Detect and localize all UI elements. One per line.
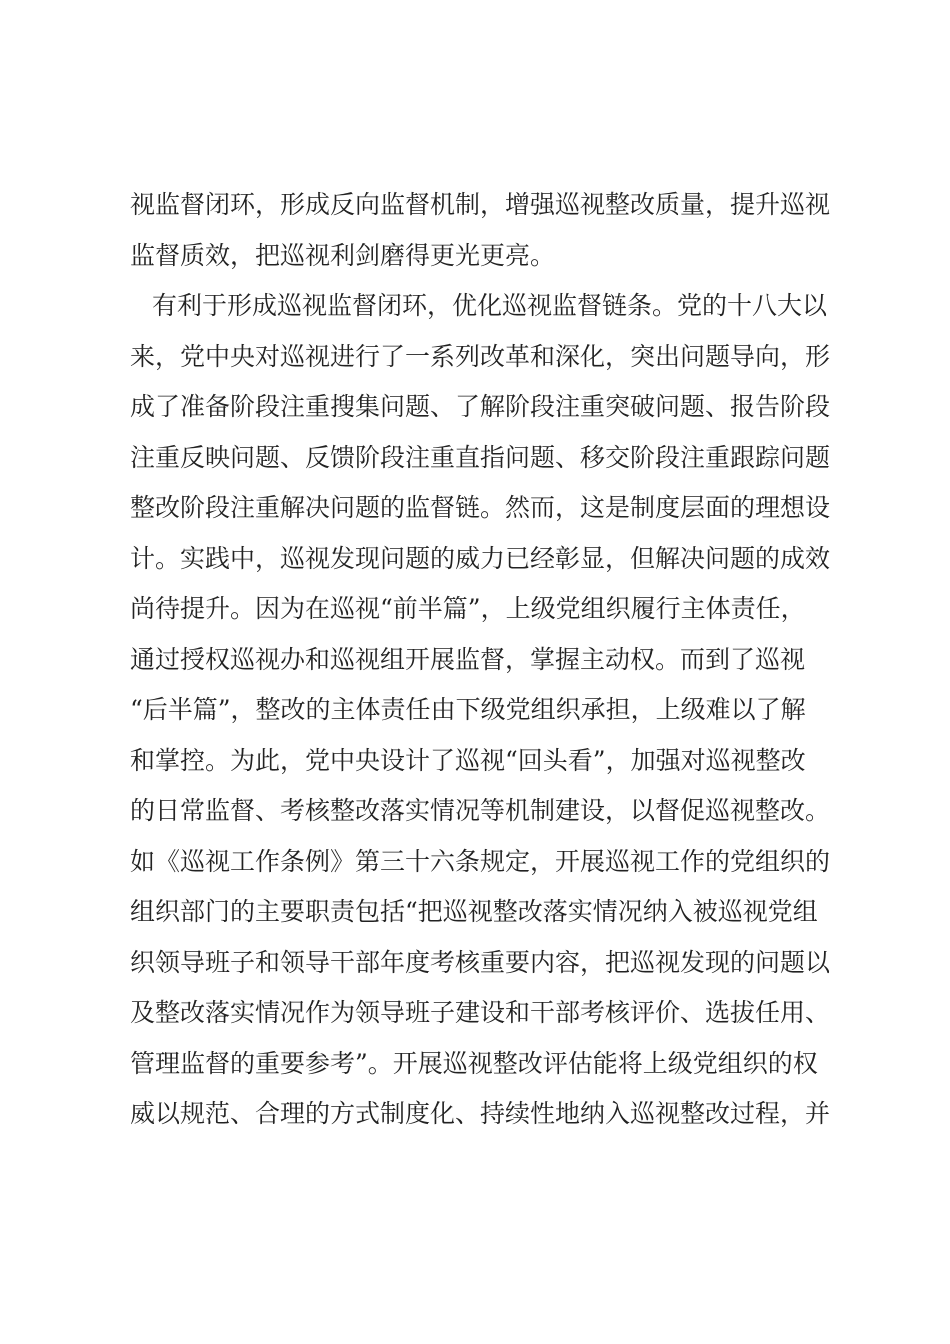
paragraph-1-line: 监督质效，把巡视利剑磨得更光更亮。	[130, 240, 556, 270]
paragraph-1-line: 视监督闭环，形成反向监督机制，增强巡视整改质量，提升巡视	[130, 190, 831, 219]
paragraph-2-line: 通过授权巡视办和巡视组开展监督，掌握主动权。而到了巡视	[130, 644, 806, 674]
document-body	[130, 180, 850, 1140]
paragraph-2-line: 和掌控。为此，党中央设计了巡视“回头看”，加强对巡视整改	[130, 745, 806, 775]
paragraph-2-line: 计。实践中，巡视发现问题的威力已经彰显，但解决问题的成效	[130, 543, 831, 573]
paragraph-2-line: 有利于形成巡视监督闭环，优化巡视监督链条。党的十八大以	[152, 291, 828, 320]
paragraph-2-line: 的日常监督、考核整改落实情况等机制建设，以督促巡视整改。	[130, 796, 831, 825]
paragraph-2-line: 注重反映问题、反馈阶段注重直指问题、移交阶段注重跟踪问题	[130, 442, 831, 472]
paragraph-2-line: 如《巡视工作条例》第三十六条规定，开展巡视工作的党组织的	[130, 846, 831, 876]
paragraph-2-line: 来，党中央对巡视进行了一系列改革和深化，突出问题导向，形	[130, 341, 831, 371]
paragraph-2-line: “后半篇”，整改的主体责任由下级党组织承担，上级难以了解	[130, 695, 806, 724]
paragraph-2-line: 尚待提升。因为在巡视“前半篇”，上级党组织履行主体责任，	[130, 594, 806, 623]
paragraph-2-line: 威以规范、合理的方式制度化、持续性地纳入巡视整改过程，并	[130, 1099, 831, 1128]
paragraph-2-line: 成了准备阶段注重搜集问题、了解阶段注重突破问题、报告阶段	[130, 392, 831, 421]
paragraph-2-line: 及整改落实情况作为领导班子建设和干部考核评价、选拔任用、	[130, 998, 831, 1027]
paragraph-2-line: 管理监督的重要参考”。开展巡视整改评估能将上级党组织的权	[130, 1048, 818, 1078]
paragraph-2-line: 织领导班子和领导干部年度考核重要内容，把巡视发现的问题以	[130, 947, 831, 977]
paragraph-2-line: 组织部门的主要职责包括“把巡视整改落实情况纳入被巡视党组	[130, 897, 818, 926]
paragraph-2-line: 整改阶段注重解决问题的监督链。然而，这是制度层面的理想设	[130, 493, 831, 522]
